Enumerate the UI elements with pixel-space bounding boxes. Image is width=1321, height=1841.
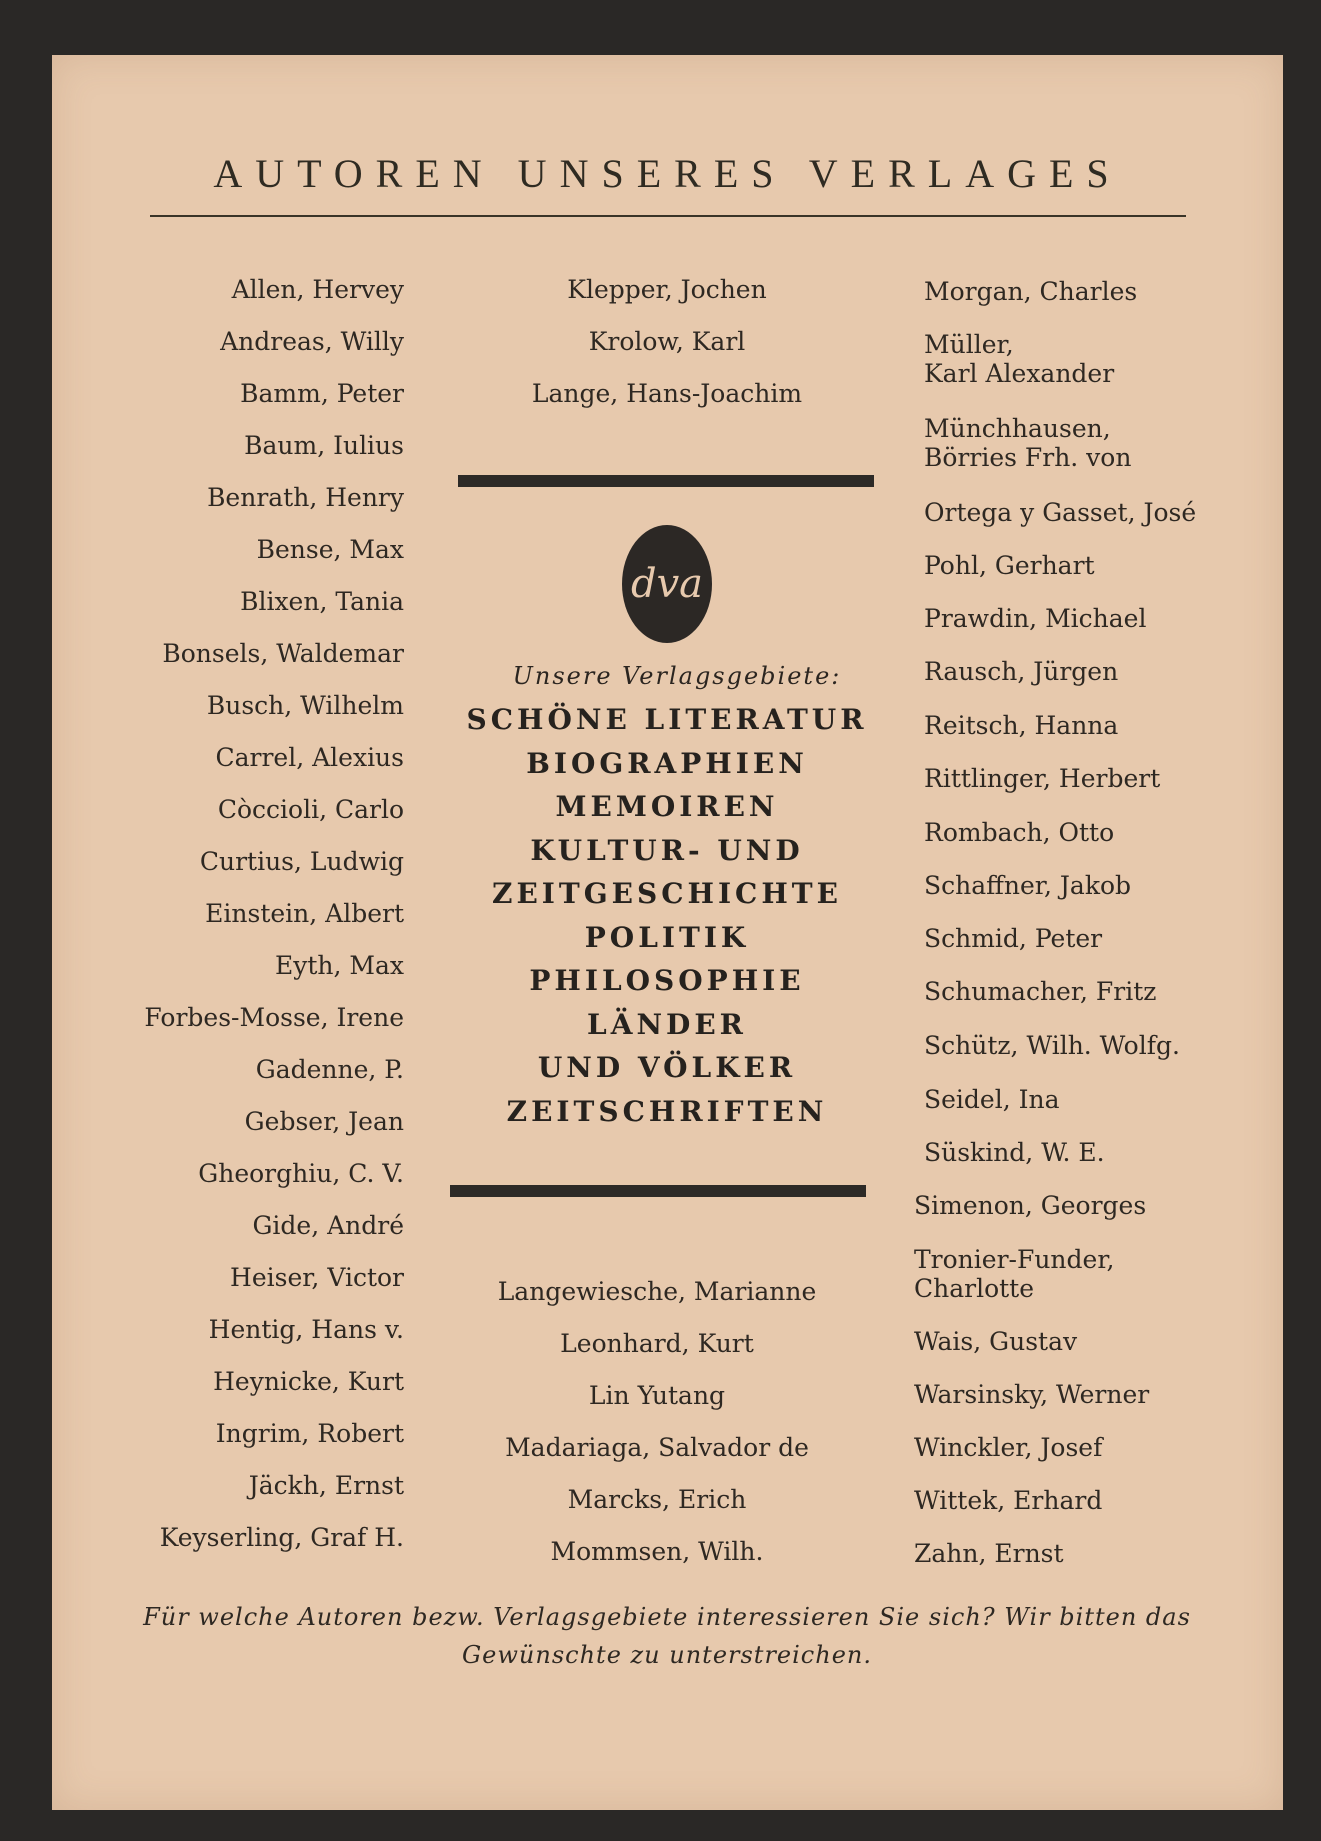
author-name: Curtius, Ludwig	[199, 847, 404, 876]
author-name: Charlotte	[914, 1274, 1035, 1303]
subject-area: ZEITSCHRIFTEN	[506, 1094, 828, 1128]
author-name: Tronier-Funder,	[914, 1245, 1115, 1274]
author-name: Prawdin, Michael	[924, 604, 1147, 633]
author-name: Rittlinger, Herbert	[924, 764, 1161, 793]
author-name: Gide, André	[252, 1211, 404, 1240]
author-name: Klepper, Jochen	[567, 275, 767, 304]
logo-text: dva	[630, 561, 704, 607]
author-name: Krolow, Karl	[588, 327, 746, 356]
author-name: Pohl, Gerhart	[924, 551, 1095, 580]
subject-area: ZEITGESCHICHTE	[492, 877, 842, 910]
title-divider	[150, 215, 1186, 217]
author-name: Andreas, Willy	[220, 327, 404, 356]
author-name: Blixen, Tania	[240, 587, 404, 616]
footer-line-2: Gewünschte zu unterstreichen.	[462, 1641, 872, 1669]
author-name: Süskind, W. E.	[924, 1138, 1105, 1167]
author-name: Müller,	[924, 330, 1014, 359]
author-name: Marcks, Erich	[567, 1485, 747, 1514]
author-name: Eyth, Max	[274, 951, 404, 980]
author-name: Mommsen, Wilh.	[550, 1537, 764, 1566]
author-name: Ingrim, Robert	[215, 1419, 404, 1448]
author-name: Simenon, Georges	[914, 1191, 1147, 1220]
author-name: Bonsels, Waldemar	[162, 639, 404, 668]
author-name: Einstein, Albert	[205, 899, 404, 928]
author-name: Hentig, Hans v.	[208, 1315, 404, 1344]
author-name: Forbes-Mosse, Irene	[144, 1003, 404, 1032]
publisher-logo	[622, 525, 712, 643]
subject-area: UND VÖLKER	[537, 1051, 797, 1084]
author-name: Busch, Wilhelm	[206, 691, 404, 720]
bottom-black-bar	[450, 1185, 866, 1197]
author-name: Gadenne, P.	[255, 1055, 404, 1084]
author-name: Schütz, Wilh. Wolfg.	[924, 1031, 1180, 1060]
subject-area: LÄNDER	[587, 1007, 747, 1041]
author-name: Jäckh, Ernst	[248, 1471, 404, 1500]
author-name: Keyserling, Graf H.	[159, 1523, 404, 1552]
author-name: Heynicke, Kurt	[213, 1367, 404, 1396]
author-name: Lange, Hans-Joachim	[531, 379, 803, 408]
author-name: Ortega y Gasset, José	[924, 498, 1197, 527]
author-name: Schumacher, Fritz	[924, 977, 1157, 1006]
subject-area: MEMOIREN	[555, 790, 779, 823]
page-sheet	[52, 55, 1283, 1810]
author-name: Seidel, Ina	[924, 1085, 1060, 1114]
author-name: Münchhausen,	[924, 414, 1111, 443]
author-name: Wais, Gustav	[914, 1327, 1078, 1356]
author-name: Langewiesche, Marianne	[497, 1277, 817, 1306]
author-name: Schmid, Peter	[924, 924, 1103, 953]
author-name: Winckler, Josef	[914, 1433, 1103, 1462]
author-name: Madariaga, Salvador de	[505, 1433, 809, 1462]
author-name: Baum, Iulius	[244, 431, 404, 460]
author-name: Börries Frh. von	[924, 443, 1132, 472]
subject-area: PHILOSOPHIE	[529, 964, 805, 997]
page-title: AUTOREN UNSERES VERLAGES	[213, 151, 1122, 196]
subject-areas-heading: Unsere Verlagsgebiete:	[512, 662, 842, 690]
author-name: Reitsch, Hanna	[924, 711, 1119, 740]
subject-area: BIOGRAPHIEN	[526, 746, 808, 780]
subject-area: KULTUR- UND	[530, 833, 804, 867]
author-name: Wittek, Erhard	[914, 1486, 1103, 1515]
author-name: Leonhard, Kurt	[560, 1329, 754, 1358]
author-name: Carrel, Alexius	[215, 743, 404, 772]
author-name: Morgan, Charles	[924, 277, 1138, 306]
footer-line-1: Für welche Autoren bezw. Verlagsgebiete interessieren Sie sich? Wir bitten das	[143, 1603, 1191, 1631]
author-name: Bense, Max	[256, 535, 404, 564]
author-name: Warsinsky, Werner	[914, 1380, 1150, 1409]
author-name: Rombach, Otto	[924, 818, 1115, 847]
author-name: Benrath, Henry	[207, 483, 404, 512]
subject-area: POLITIK	[584, 920, 750, 954]
author-name: Allen, Hervey	[231, 275, 404, 304]
author-name: Gheorghiu, C. V.	[198, 1159, 404, 1188]
top-black-bar	[458, 475, 874, 487]
author-name: Schaffner, Jakob	[924, 871, 1132, 900]
author-name: Karl Alexander	[924, 359, 1115, 388]
author-name: Bamm, Peter	[240, 379, 404, 408]
author-name: Rausch, Jürgen	[924, 657, 1119, 686]
author-name: Còccioli, Carlo	[217, 795, 404, 824]
author-name: Lin Yutang	[588, 1381, 726, 1410]
author-name: Heiser, Victor	[230, 1263, 404, 1292]
author-name: Zahn, Ernst	[914, 1539, 1064, 1568]
subject-area: SCHÖNE LITERATUR	[466, 703, 868, 736]
author-name: Gebser, Jean	[244, 1107, 404, 1136]
